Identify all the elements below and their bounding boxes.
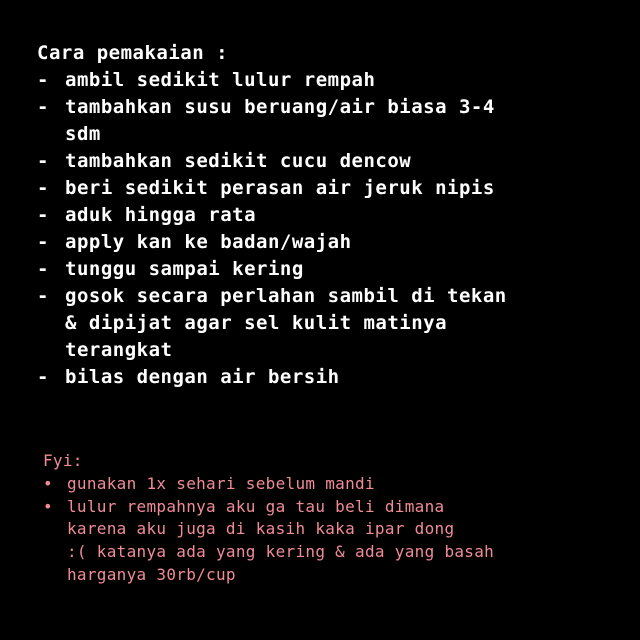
instruction-step <box>37 175 627 202</box>
step-text: tambahkan sedikit cucu dencow <box>65 150 412 172</box>
note-bullet: • <box>43 473 53 493</box>
instruction-step <box>37 67 627 94</box>
note-text: gunakan 1x sehari sebelum mandi <box>67 473 375 493</box>
step-text: gosok secara perlahan sambil di tekan & dipijat agar sel kulit matinya terangkat <box>65 285 507 361</box>
step-dash: - <box>37 204 49 226</box>
instructions-block <box>37 40 627 391</box>
step-dash: - <box>37 285 49 307</box>
step-dash: - <box>37 366 49 388</box>
step-text: tambahkan susu beruang/air biasa 3-4 sdm <box>65 96 495 145</box>
note-bullet: • <box>43 496 53 516</box>
instructions-title: Cara pemakaian : <box>37 42 229 64</box>
step-text: bilas dengan air bersih <box>65 366 340 388</box>
step-text: ambil sedikit lulur rempah <box>65 69 376 91</box>
step-text: beri sedikit perasan air jeruk nipis <box>65 177 495 199</box>
instruction-step <box>37 148 627 175</box>
step-dash: - <box>37 69 49 91</box>
step-dash: - <box>37 258 49 280</box>
instruction-step <box>37 229 627 256</box>
note-text: lulur rempahnya aku ga tau beli dimana karena aku juga di kasih kaka ipar dong :( katanya ada yang kering & ada yang basah harganya 30rb/cup <box>67 496 495 584</box>
step-text: apply kan ke badan/wajah <box>65 231 352 253</box>
instruction-step <box>37 283 627 364</box>
instruction-step <box>37 202 627 229</box>
fyi-note <box>43 473 623 496</box>
instruction-step <box>37 94 627 148</box>
step-dash: - <box>37 150 49 172</box>
fyi-title: Fyi: <box>43 451 83 470</box>
step-dash: - <box>37 231 49 253</box>
fyi-block <box>43 450 623 587</box>
instruction-step <box>37 364 627 391</box>
step-text: tunggu sampai kering <box>65 258 304 280</box>
step-dash: - <box>37 96 49 118</box>
fyi-note <box>43 496 623 587</box>
step-dash: - <box>37 177 49 199</box>
instruction-step <box>37 256 627 283</box>
step-text: aduk hingga rata <box>65 204 257 226</box>
